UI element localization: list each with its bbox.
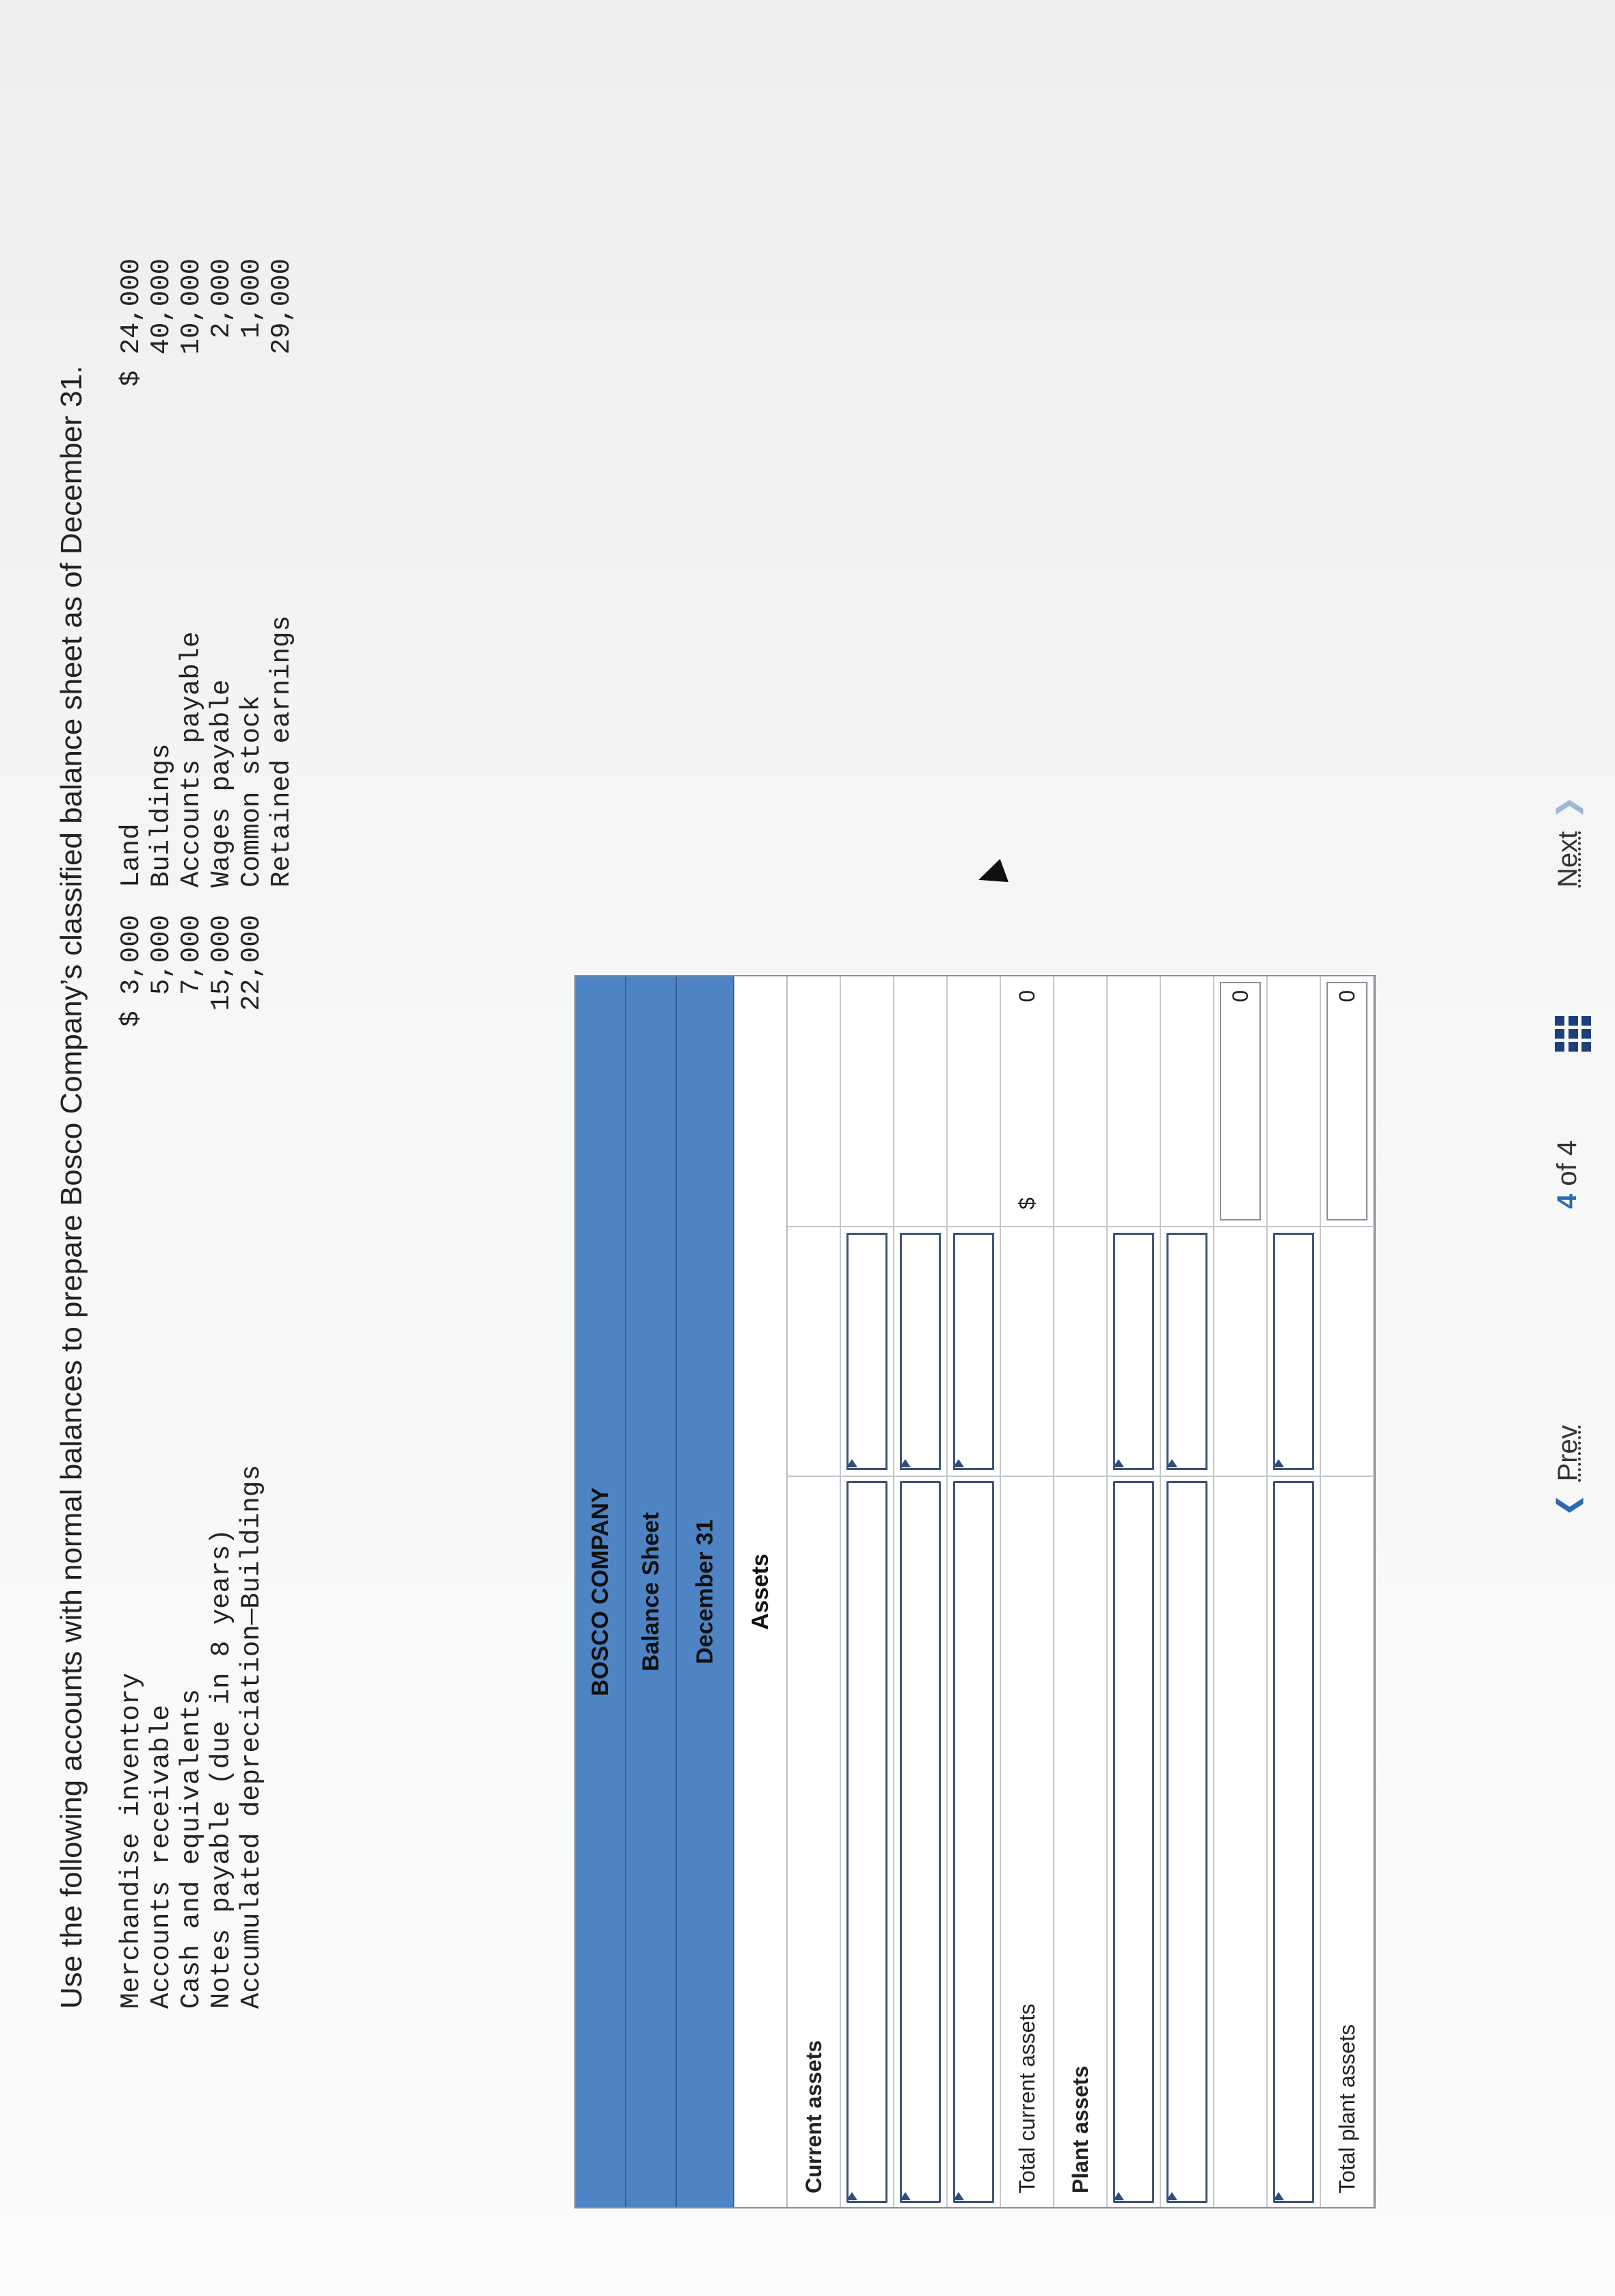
accounts-left-amounts xyxy=(116,915,267,1065)
plant-asset-row-3 xyxy=(1268,976,1321,2207)
account-name: Accounts payable xyxy=(176,631,206,887)
account-name: Cash and equivalents xyxy=(176,1688,206,2009)
current-assets-label: Current assets xyxy=(788,1476,840,2207)
dropdown-caret-icon xyxy=(1273,2192,1284,2200)
next-label: Next xyxy=(1553,831,1583,887)
page-indicator xyxy=(1552,1140,1583,1209)
total-value: 0 xyxy=(1335,990,1359,1002)
dropdown-caret-icon xyxy=(900,2192,911,2200)
amount-input[interactable] xyxy=(948,1226,1000,1476)
prev-label: Prev xyxy=(1553,1425,1583,1482)
total-plant-assets-value xyxy=(1321,976,1373,1226)
chevron-right-icon: ❯ xyxy=(1553,796,1583,819)
account-select[interactable] xyxy=(1161,1476,1213,2207)
statement-title: Balance Sheet xyxy=(626,976,677,2207)
current-asset-row-2 xyxy=(894,976,948,2207)
question-text: Use the following accounts with normal balances to prepare Bosco Company’s classified balance sheet as of December 31. xyxy=(55,365,88,2009)
amount-input[interactable] xyxy=(894,1226,946,1476)
account-amount: 7,000 xyxy=(176,915,206,996)
mouse-cursor-icon xyxy=(974,859,1009,892)
dropdown-caret-icon xyxy=(1166,2192,1177,2200)
grid-icon[interactable] xyxy=(1555,1015,1592,1052)
account-name: Retained earnings xyxy=(267,615,297,887)
dropdown-caret-icon xyxy=(1166,1459,1177,1467)
account-name: Buildings xyxy=(146,743,176,887)
current-asset-row-1 xyxy=(841,976,894,2207)
account-amount: 40,000 xyxy=(146,258,176,355)
balance-sheet-form xyxy=(574,975,1376,2208)
account-amount: 29,000 xyxy=(267,258,297,355)
account-amount: 1,000 xyxy=(237,258,267,339)
account-select[interactable] xyxy=(948,1476,1000,2207)
account-name: Land xyxy=(116,823,146,887)
account-name: Notes payable (due in 8 years) xyxy=(206,1528,237,2009)
pagination-nav xyxy=(1545,149,1600,1517)
account-name: Wages payable xyxy=(206,679,237,887)
plant-asset-subtotal-row xyxy=(1214,976,1268,2207)
company-name: BOSCO COMPANY xyxy=(576,976,626,2207)
dropdown-caret-icon xyxy=(1113,2192,1124,2200)
amount-input[interactable] xyxy=(1108,1226,1160,1476)
assets-heading: Assets xyxy=(734,976,788,2207)
account-amount: 15,000 xyxy=(206,915,237,1011)
dropdown-caret-icon xyxy=(900,1459,911,1467)
account-name: Accounts receivable xyxy=(146,1705,176,2009)
next-button[interactable] xyxy=(1552,796,1584,887)
amount-input[interactable] xyxy=(1161,1226,1213,1476)
accounts-left-names xyxy=(116,983,267,2009)
subtotal-value: 0 xyxy=(1228,990,1253,1002)
dropdown-caret-icon xyxy=(846,1459,857,1467)
section-row xyxy=(788,976,841,2207)
account-amount: 2,000 xyxy=(206,258,237,339)
plant-asset-row-1 xyxy=(1108,976,1161,2207)
prev-button[interactable] xyxy=(1552,1425,1584,1517)
dropdown-caret-icon xyxy=(846,2192,857,2200)
account-select[interactable] xyxy=(894,1476,946,2207)
accounts-right-names xyxy=(116,409,297,887)
page-of: of 4 xyxy=(1552,1140,1582,1186)
account-amount: 5,000 xyxy=(146,915,176,996)
dropdown-caret-icon xyxy=(1113,1459,1124,1467)
page-current: 4 xyxy=(1552,1193,1582,1209)
account-amount: $ 3,000 xyxy=(116,915,146,1027)
account-amount: 22,000 xyxy=(237,915,267,1011)
account-amount: $ 24,000 xyxy=(116,258,146,387)
amount-input[interactable] xyxy=(1268,1226,1320,1476)
account-select[interactable] xyxy=(841,1476,893,2207)
total-current-assets-label: Total current assets xyxy=(1001,1476,1053,2207)
account-name: Merchandise inventory xyxy=(116,1672,146,2009)
account-name: Common stock xyxy=(237,695,267,887)
total-plant-assets-row xyxy=(1321,976,1374,2207)
account-name: Accumulated depreciation—Buildings xyxy=(237,1465,267,2009)
amount-input[interactable] xyxy=(841,1226,893,1476)
plant-asset-row-2 xyxy=(1161,976,1214,2207)
dropdown-caret-icon xyxy=(1273,1459,1284,1467)
total-plant-assets-label: Total plant assets xyxy=(1321,1476,1373,2207)
current-asset-row-3 xyxy=(948,976,1001,2207)
statement-date: December 31 xyxy=(677,976,734,2207)
dropdown-caret-icon xyxy=(953,2192,964,2200)
chevron-left-icon: ❮ xyxy=(1553,1493,1583,1517)
account-select[interactable] xyxy=(1108,1476,1160,2207)
dollar-sign: $ xyxy=(1015,1197,1039,1210)
account-select[interactable] xyxy=(1268,1476,1320,2207)
dropdown-caret-icon xyxy=(953,1459,964,1467)
plant-assets-label: Plant assets xyxy=(1054,1476,1106,2207)
total-value: 0 xyxy=(1015,990,1039,1002)
accounts-right-amounts xyxy=(116,258,297,423)
plant-subtotal-value xyxy=(1214,976,1266,1226)
section-row xyxy=(1054,976,1108,2207)
total-current-assets-row xyxy=(1001,976,1054,2207)
total-current-assets-value xyxy=(1001,976,1053,1226)
account-amount: 10,000 xyxy=(176,258,206,355)
